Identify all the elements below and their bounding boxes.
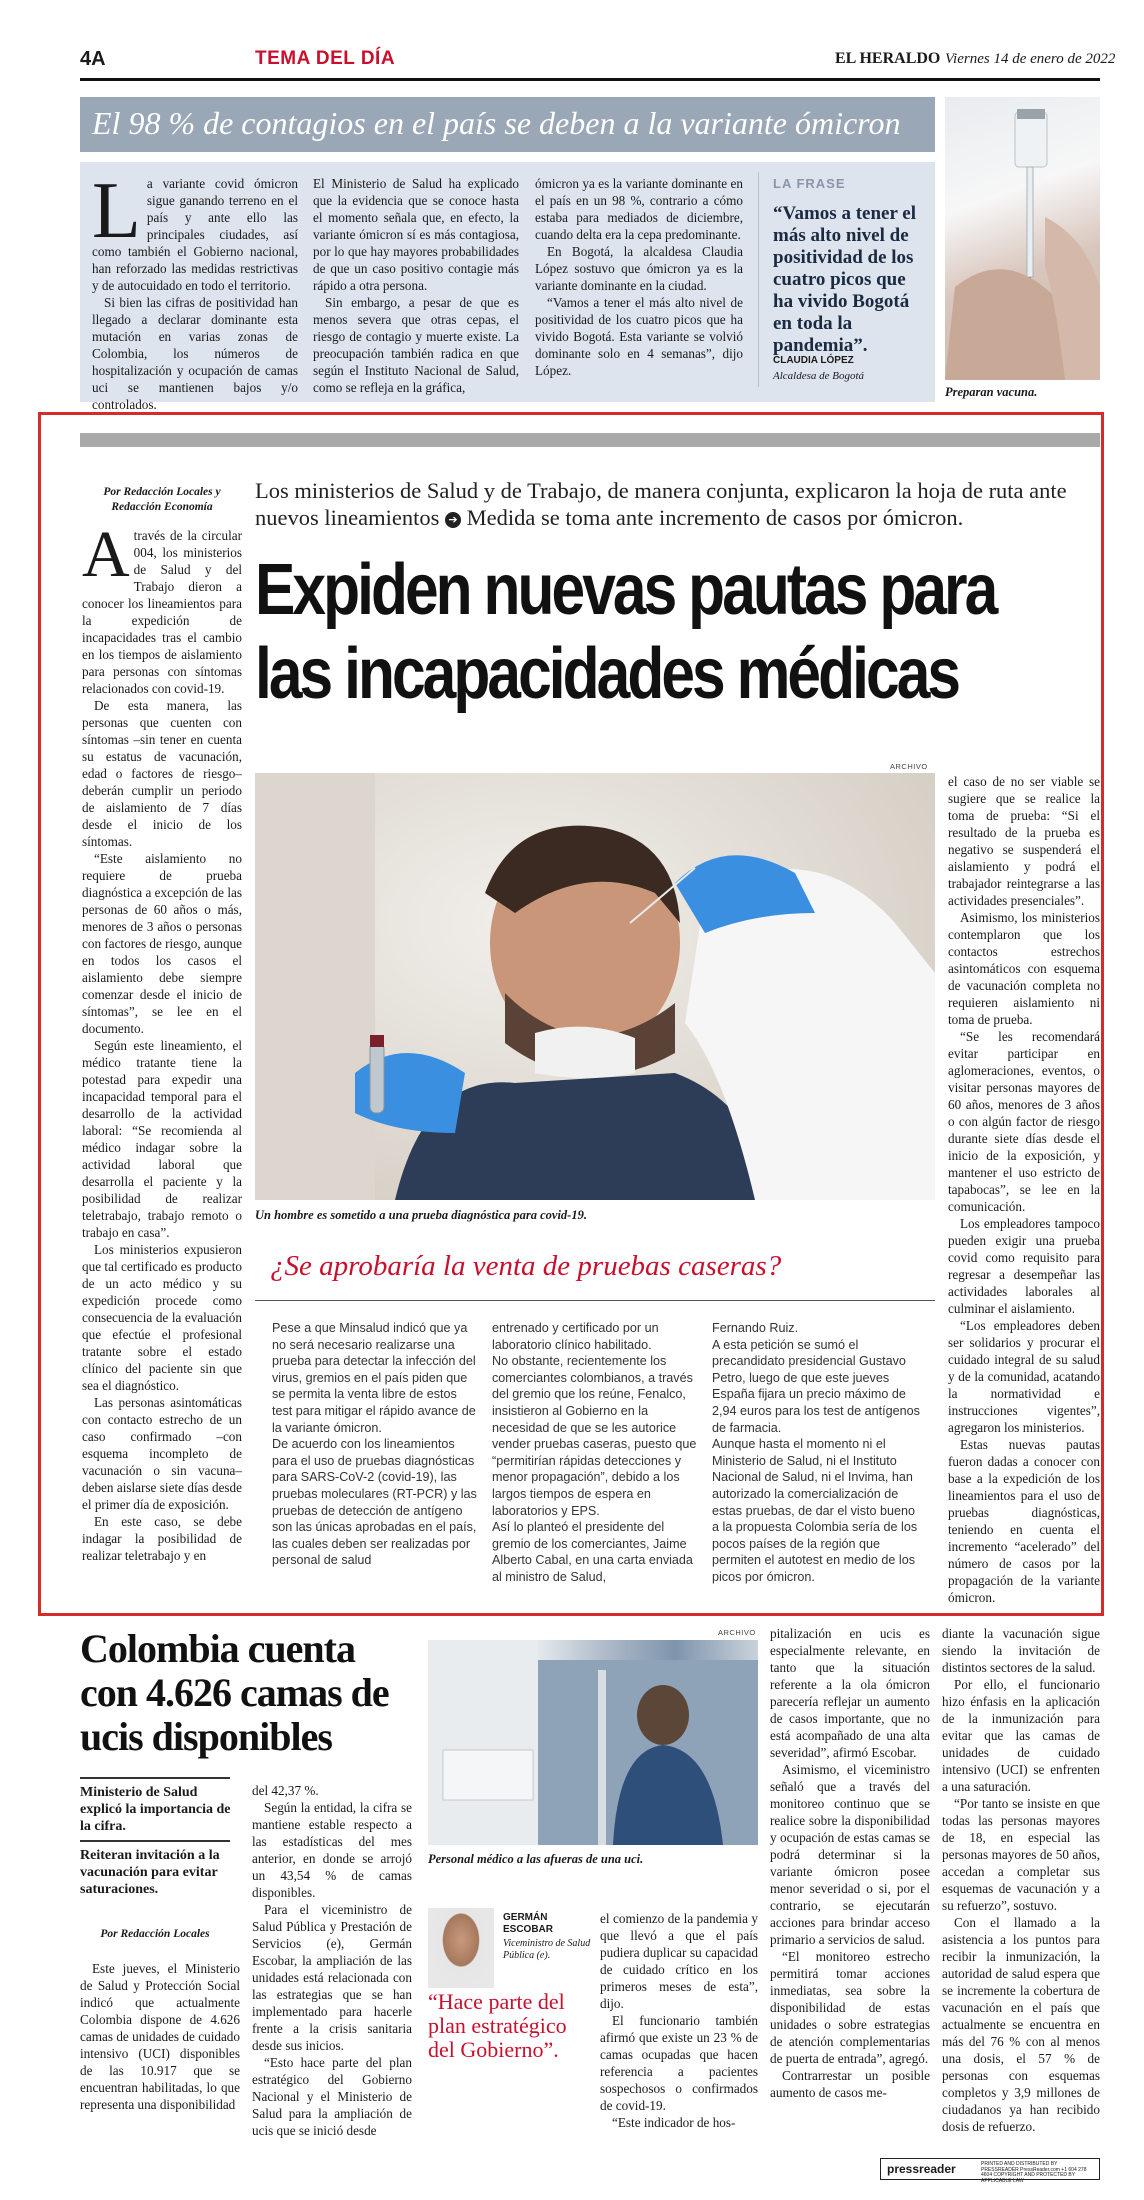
dropcap: A <box>82 518 130 591</box>
top-story-column-2 <box>313 175 519 396</box>
bottom-column-5 <box>942 1625 1100 2135</box>
paragraph: el caso de no ser viable se sugiere que se realice la toma de prueba: “Si el resultado de la prueba es negativo se suspenderá el aislamiento y podrá el trabajador reintegrarse a las actividades presenciales”. <box>948 774 1100 908</box>
paragraph: Según la entidad, la cifra se mantiene estable respecto a las estadísticas del mes anterior, en donde se arrojó un 43,54 % de camas disponibles. <box>252 1800 412 1900</box>
paragraph: Por ello, el funcionario hizo énfasis en la aplicación de la inmunización para evitar que las camas de unidades de cuidado intensivo (UCI) se enfrenten a una saturación. <box>942 1677 1100 1794</box>
paragraph: ómicron ya es la variante dominante en el país en un 98 %, contrario a cómo estaba para mediados de diciembre, cuando delta era la cepa predominante. <box>535 176 743 242</box>
pull-quote-label: LA FRASE <box>773 176 846 191</box>
page-number: 4A <box>80 48 106 70</box>
paragraph: entrenado y certificado por un laboratorio clínico habilitado. <box>492 1321 659 1352</box>
byline: Por Redacción Locales <box>100 1928 210 1940</box>
paragraph: En este caso, se debe indagar la posibilidad de realizar teletrabajo y en <box>82 1514 242 1563</box>
source-role: Viceministro de Salud Pública (e). <box>503 1938 591 1961</box>
main-story-column-1 <box>82 518 243 1564</box>
sub-headline-rule <box>255 1300 935 1301</box>
headline-line: Expiden nuevas pautas para <box>255 550 996 630</box>
photo-caption: Un hombre es sometido a una prueba diagnóstica para covid-19. <box>255 1208 587 1222</box>
logo-text: pressreader <box>887 2162 956 2176</box>
paragraph: Aunque hasta el momento ni el Ministerio de Salud, ni el Instituto Nacional de Salud, ni el Invima, han autorizado la comercialización de estas pruebas, de dar el visto bueno a la propuesta Colombia sería de los pocos países de la región que permiten el autotest en medio de los picos por ómicron. <box>712 1437 918 1584</box>
arrow-right-icon: ➔ <box>445 512 461 528</box>
paragraph: Asimismo, el viceministro señaló que a través del monitoreo continuo que se realice sobre la disponibilidad y ocupación de estas camas se podrá determinar si la variante ómicron posee menor severidad o si, por el contrario, se ejecutarán acciones para brindar acceso primario a servicios de salud. <box>770 1762 930 1947</box>
fine-print: PRINTED AND DISTRIBUTED BY PRESSREADER PressReader.com +1 604 278 4604 COPYRIGHT AND PROTECTED BY APPLICABLE LAW <box>981 2161 1087 2184</box>
sidebar-column-2 <box>492 1320 698 1586</box>
source-name-line: ESCOBAR <box>503 1924 554 1935</box>
paragraph: El Ministerio de Salud ha explicado que la evidencia que se conoce hasta el momento señala que, en efecto, la variante ómicron sí es más contagiosa, por lo que hay mayores probabilidades de que un caso positivo contagie más rápido a otra persona. <box>313 176 519 293</box>
bottom-column-2 <box>252 1782 412 2139</box>
story-deck <box>255 477 1100 531</box>
paragraph: No obstante, recientemente los comerciantes colombianos, a través del gremio que los reúne, Fenalco, insistieron al Gobierno en la necesidad de que se les autorice vender pruebas caseras, puesto que “permitirían rápidas detecciones y menor propagación”, debido a los largos tiempos de espera en laboratorios y EPS. <box>492 1354 697 1518</box>
bottom-column-1 <box>80 1960 240 2113</box>
bullet-rule <box>80 1840 230 1842</box>
sub-headline: ¿Se aprobaría la venta de pruebas caseras? <box>270 1250 782 1282</box>
paragraph: Contrarrestar un posible aumento de casos me- <box>770 2068 930 2100</box>
hospital-illustration <box>428 1640 758 1845</box>
paragraph: “Se les recomendará evitar participar en aglomeraciones, eventos, o visitar personas mayores de 60 años, menores de 3 años o con algún factor de riesgo durante siete días desde el inicio de la exposición, y mantener el uso estricto de tapabocas”, se lee en la comunicación. <box>948 1029 1100 1214</box>
paragraph: El funcionario también afirmó que existe un 23 % de camas ocupadas que hacen referencia a pacientes sospechosos o confirmados de covid-19. <box>600 2013 758 2113</box>
bottom-column-3 <box>600 1910 758 2131</box>
summary-bullet: Reiteran invitación a la vacunación para evitar saturaciones. <box>80 1848 220 1897</box>
sidebar-column-1 <box>272 1320 478 1569</box>
paragraph: Las personas asintomáticas con contacto estrecho de un caso confirmado –con esquema incompleto de vacunación o sin vacuna– deben aislarse siete días desde el primer día de exposición. <box>82 1395 242 1512</box>
paragraph: Para el viceministro de Salud Pública y Prestación de Servicios (e), Germán Escobar, la ampliación de las unidades está relacionada con las estrategias que se han implementado para hacerle frente a la crisis sanitaria desde sus inicios. <box>252 1902 412 2053</box>
bullet-rule <box>80 1777 230 1779</box>
paragraph: Con el llamado a la asistencia a los puntos para recibir la inmunización, la autoridad de salud espera que se incremente la cobertura de vacunación en el país que actualmente se encuentra en más del 76 % con al menos una dosis, el 57 % de personas con esquemas completos y 3,9 millones de ciudadanos ya han recibido dosis de refuerzo. <box>942 1915 1100 2134</box>
source-name-line: GERMÁN <box>503 1912 548 1923</box>
paragraph: Los empleadores tampoco pueden exigir una prueba covid como requisito para regresar a desempeñar las actividades laborales al culminar el aislamiento. <box>948 1216 1100 1316</box>
paragraph: “Este indicador de hos- <box>612 2115 736 2130</box>
main-story-right-column <box>948 773 1100 1606</box>
section-title: TEMA DEL DÍA <box>255 48 396 69</box>
paragraph: “Este aislamiento no requiere de prueba diagnóstica a excepción de las personas de 60 años o más, menores de 3 años o personas con factores de riesgo, aunque en todos los casos el aislamiento debe siempre comenzar desde el inicio de síntomas”, se lee en el documento. <box>82 851 243 1036</box>
top-story-column-3 <box>535 175 743 379</box>
paragraph: “Los empleadores deben ser solidarios y procurar el cuidado integral de su salud y de la comunidad, acatando la normatividad e instrucciones vigentes”, agregaron los ministerios. <box>948 1318 1100 1435</box>
summary-bullet: Ministerio de Salud explicó la importancia de la cifra. <box>80 1785 231 1834</box>
byline-line: Por Redacción Locales y <box>103 486 221 498</box>
photo-credit: ARCHIVO <box>890 762 928 771</box>
byline <box>82 485 242 515</box>
paragraph: el comienzo de la pandemia y que llevó a que el país pudiera duplicar su capacidad de cuidado crítico en los primeros meses de esta”, dijo. <box>600 1911 758 2011</box>
newspaper-name: EL HERALDO <box>835 50 941 67</box>
avatar <box>428 1908 494 1988</box>
paragraph: Si bien las cifras de positividad han llegado a declarar dominante esta mutación en varias zonas de Colombia, los números de hospitalización y ocupación de camas uci se mantienen bajos y/o controlados. <box>92 295 298 412</box>
top-story-headline: El 98 % de contagios en el país se deben a la variante ómicron <box>92 105 901 141</box>
pull-quote: “Vamos a tener el más alto nivel de positividad de los cuatro picos que ha vivido Bogotá en toda la pandemia”. <box>773 203 917 356</box>
vaccine-photo <box>945 97 1100 380</box>
paragraph: De acuerdo con los lineamientos para el uso de pruebas diagnósticas para SARS-CoV-2 (covid-19), las pruebas moleculares (RT-PCR) y las pruebas de detección de antígeno son las únicas aprobadas en el país, las cuales deben ser realizadas por personal de salud <box>272 1437 477 1568</box>
uci-photo <box>428 1640 758 1845</box>
paragraph: Sin embargo, a pesar de que es menos severa que otras cepas, el riesgo de contagio y muerte existe. La preocupación también radica en que según el Instituto Nacional de Salud, como se refleja en la gráfica, <box>313 295 519 395</box>
paragraph: a variante covid ómicron sigue ganando terreno en el país y ante ello las principales ciudades, así como también el Gobierno nacional, han reforzado las medidas restrictivas y de autocuidado en todo el territorio. <box>92 176 298 293</box>
bottom-column-4 <box>770 1625 930 2101</box>
top-story-column-1 <box>92 167 298 413</box>
paragraph: Asimismo, los ministerios contemplaron que los contactos estrechos asintomáticos con esquema de vacunación completa no requieren aislamiento ni toma de prueba. <box>948 910 1100 1027</box>
photo-credit: ARCHIVO <box>718 1628 756 1637</box>
paragraph: través de la circular 004, los ministerios de Salud y del Trabajo dieron a conocer los lineamientos para la expedición de incapacidades tras el cambio en los tiempos de aislamiento para personas con síntomas relacionados con covid-19. <box>82 528 242 696</box>
pull-quote: “Hace parte del plan estratégico del Gobierno”. <box>428 1989 567 2062</box>
paragraph: Fernando Ruiz. <box>712 1321 799 1335</box>
header-rule <box>80 78 1100 81</box>
main-headline <box>255 548 996 716</box>
paragraph: “El monitoreo estrecho permitirá tomar acciones inmediatas, sea sobre la disponibilidad de estas unidades o sobre estrategias de atención complementarias de puerta de entrada”, agregó. <box>770 1949 930 2066</box>
paragraph: Los ministerios expusieron que tal certificado es producto de un acto médico y su expedición procede como consecuencia de la evaluación que efectúe el profesional tratante sobre el estado clínico del paciente sin que sea el diagnóstico. <box>82 1242 242 1393</box>
paragraph: En Bogotá, la alcaldesa Claudia López sostuvo que ómicron ya es la variante dominante en la ciudad. <box>535 244 743 293</box>
paragraph: “Por tanto se insiste en que todas las personas mayores de 18, en especial las personas mayores de 50 años, accedan a completar sus esquemas de vacunación y a su refuerzo”, sostuvo. <box>942 1796 1100 1913</box>
pull-quote-role: Alcaldesa de Bogotá <box>773 370 865 382</box>
paragraph: Pese a que Minsalud indicó que ya no será necesario realizarse una prueba para detectar la infección del virus, gremios en el país piden que se permita la venta libre de estos test para mitigar el rápido avance de la variante ómicron. <box>272 1321 476 1435</box>
pull-quote-name: CLAUDIA LÓPEZ <box>773 355 854 366</box>
story-top-bar <box>80 433 1100 447</box>
paragraph: “Esto hace parte del plan estratégico del Gobierno Nacional y el Ministerio de Salud para la ampliación de ucis que se inició desde <box>252 2055 412 2138</box>
vaccine-illustration <box>945 97 1100 380</box>
paragraph: Así lo planteó el presidente del gremio de los comerciantes, Jaime Alberto Cabal, en una carta enviada al ministro de Salud, <box>492 1520 693 1584</box>
main-photo <box>255 773 935 1200</box>
photo-caption: Preparan vacuna. <box>945 385 1038 399</box>
top-story-banner <box>80 97 935 152</box>
column-divider <box>758 172 759 387</box>
paragraph: Según este lineamiento, el médico tratante tiene la potestad para expedir una incapacidad temporal para el desarrollo de la actividad laboral: “Se recomienda al médico indagar sobre la actividad laboral que desarrolla el paciente y la posibilidad de realizar teletrabajo, trabajo remoto o trabajo en casa”. <box>82 1038 242 1240</box>
pressreader-logo[interactable] <box>880 2158 1100 2184</box>
dropcap: L <box>92 167 141 255</box>
paragraph: Estas nuevas pautas fueron dadas a conocer con base a la expedición de los lineamientos para el uso de pruebas diagnósticas, teniendo en cuenta el incremento “acelerado” del número de casos por la propagación de la variante ómicron. <box>948 1437 1100 1605</box>
deck-text: Los ministerios de Salud y de Trabajo, de manera conjunta, explicaron la hoja de ruta ante nuevos lineamientos <box>255 478 1067 530</box>
bottom-headline: Colombia cuenta con 4.626 camas de ucis disponibles <box>80 1626 389 1759</box>
source-name <box>503 1912 553 1936</box>
paragraph: pitalización en ucis es especialmente relevante, en tanto que la situación referente a la ola ómicron parecería reflejar un aumento de casos importante, que no está acompañado de una alta severidad”, afirmó Escobar. <box>770 1626 930 1760</box>
issue-date: Viernes 14 de enero de 2022 <box>945 51 1116 67</box>
paragraph: “Vamos a tener el más alto nivel de positividad de los cuatro picos que ha vivido Bogotá. Esta variante se volvió dominante solo en 4 semanas”, dijo López. <box>535 295 743 378</box>
paragraph: del 42,37 %. <box>252 1783 319 1798</box>
sidebar-column-3 <box>712 1320 924 1586</box>
paragraph: diante la vacunación sigue siendo la invitación de distintos sectores de la salud. <box>942 1626 1100 1675</box>
deck-text: Medida se toma ante incremento de casos por ómicron. <box>466 505 964 530</box>
paragraph: A esta petición se sumó el precandidato presidencial Gustavo Petro, luego de que este jueves España fijara un precio máximo de 2,94 euros para los test de antígenos de farmacia. <box>712 1337 920 1435</box>
headline-line: las incapacidades médicas <box>255 634 959 714</box>
paragraph: Este jueves, el Ministerio de Salud y Protección Social indicó que actualmente Colombia dispone de 4.626 camas de unidades de cuidado intensivo (UCI) disponibles de las 10.917 que se encuentran habilitadas, lo que representa una disponibilidad <box>80 1961 240 2112</box>
covid-test-illustration <box>255 773 935 1200</box>
paragraph: De esta manera, las personas que cuenten con síntomas –sin tener en cuenta su estatus de vacunación, edad o factores de riesgo– deberán cumplir un periodo de aislamiento de 7 días desde el inicio de los síntomas. <box>82 698 242 849</box>
photo-caption: Personal médico a las afueras de una uci. <box>428 1852 644 1866</box>
byline-line: Redacción Economía <box>111 501 213 513</box>
